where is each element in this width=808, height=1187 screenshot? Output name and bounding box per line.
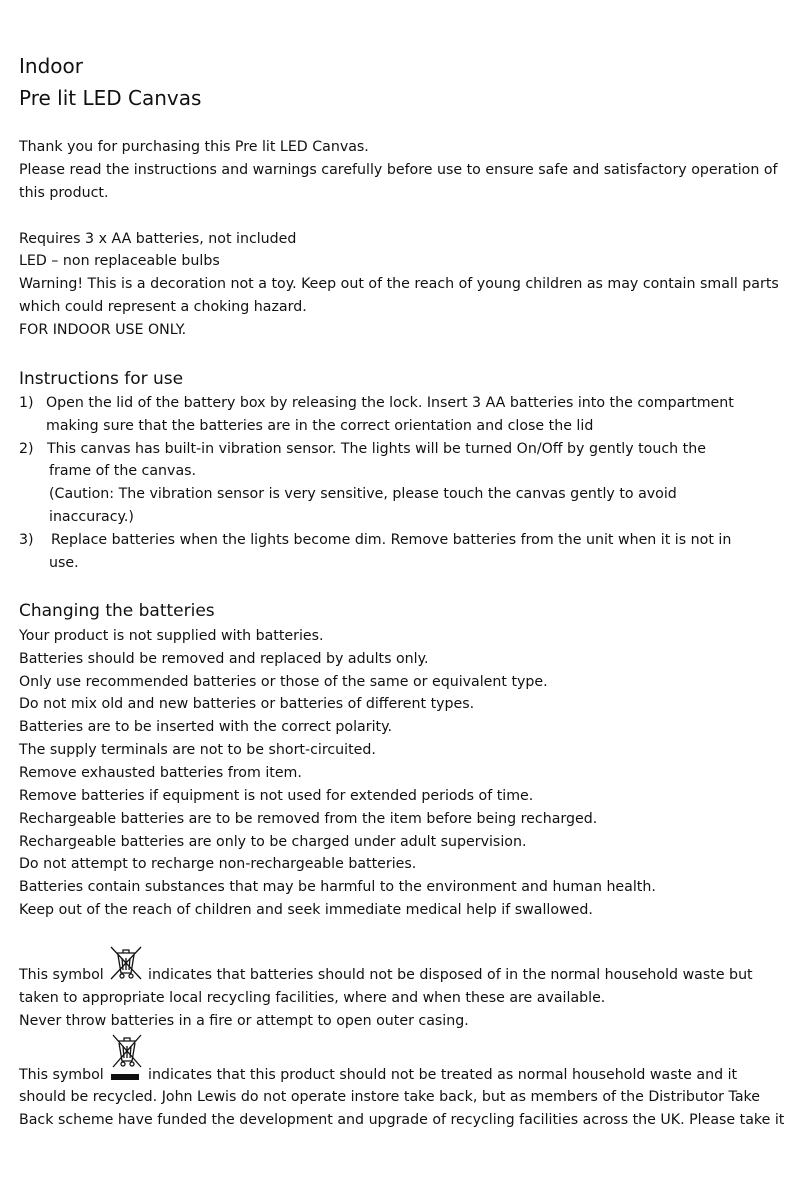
instruction-1-line1: Open the lid of the battery box by releasing the lock. Insert 3 AA batteries into the compartment [46,395,734,411]
symbol1-suffix: indicates that batteries should not be disposed of in the normal household waste but [148,967,753,983]
battery-rule: Rechargeable batteries are to be removed from the item before being recharged. [19,811,598,827]
spec-warning-line2: which could represent a choking hazard. [19,299,307,315]
intro-thanks: Thank you for purchasing this Pre lit LED Canvas. [19,139,369,155]
symbol1-line3: Never throw batteries in a fire or attempt to open outer casing. [19,1013,469,1029]
symbol2-suffix: indicates that this product should not be treated as normal household waste and it [148,1067,738,1083]
instruction-2-line2: frame of the canvas. [49,463,197,479]
spec-warning-line1: Warning! This is a decoration not a toy. Keep out of the reach of young children as may contain small parts [19,276,779,292]
document-title-line2: Pre lit LED Canvas [19,86,202,110]
battery-rule: Batteries should be removed and replaced by adults only. [19,651,429,667]
instruction-number: 3) [19,532,34,548]
crossed-out-wheelie-bin-icon [108,944,144,982]
instruction-1-line2: making sure that the batteries are in the correct orientation and close the lid [46,418,594,434]
intro-read-line2: this product. [19,185,109,201]
battery-rule: Only use recommended batteries or those of the same or equivalent type. [19,674,548,690]
instruction-2-line1: This canvas has built-in vibration sensor. The lights will be turned On/Off by gently touch the [47,441,706,457]
battery-rule: Remove exhausted batteries from item. [19,765,302,781]
battery-rule: Batteries contain substances that may be harmful to the environment and human health. [19,879,656,895]
symbol1-line2: taken to appropriate local recycling facilities, where and when these are available. [19,990,606,1006]
intro-read-line1: Please read the instructions and warnings carefully before use to ensure safe and satisfactory operation of [19,162,778,178]
instruction-3-line2: use. [49,555,79,571]
symbol2-prefix: This symbol [19,1067,104,1083]
spec-batteries: Requires 3 x AA batteries, not included [19,231,297,247]
spec-indoor-only: FOR INDOOR USE ONLY. [19,322,187,338]
battery-rule: Keep out of the reach of children and seek immediate medical help if swallowed. [19,902,593,918]
battery-rule: The supply terminals are not to be short-circuited. [19,742,376,758]
symbol2-line3: Back scheme have funded the development and upgrade of recycling facilities across the UK. Please take it [19,1112,785,1128]
instruction-number: 1) [19,395,34,411]
spec-led: LED – non replaceable bulbs [19,253,220,269]
instruction-2-line4: inaccuracy.) [49,509,134,525]
instruction-2-line3: (Caution: The vibration sensor is very sensitive, please touch the canvas gently to avoid [49,486,677,502]
battery-rule: Do not mix old and new batteries or batteries of different types. [19,696,475,712]
battery-rule: Remove batteries if equipment is not used for extended periods of time. [19,788,534,804]
battery-rule: Do not attempt to recharge non-rechargeable batteries. [19,856,417,872]
battery-rule: Batteries are to be inserted with the correct polarity. [19,719,392,735]
batteries-heading: Changing the batteries [19,601,215,621]
weee-crossed-bin-icon [111,1034,143,1084]
instructions-heading: Instructions for use [19,369,184,389]
document-title-line1: Indoor [19,54,83,78]
symbol1-prefix: This symbol [19,967,104,983]
symbol2-line2: should be recycled. John Lewis do not operate instore take back, but as members of the Distributor Take [19,1089,760,1105]
instruction-3-line1: Replace batteries when the lights become dim. Remove batteries from the unit when it is not in [51,532,732,548]
battery-rule: Your product is not supplied with batteries. [19,628,324,644]
instruction-number: 2) [19,441,34,457]
battery-rule: Rechargeable batteries are only to be charged under adult supervision. [19,834,527,850]
